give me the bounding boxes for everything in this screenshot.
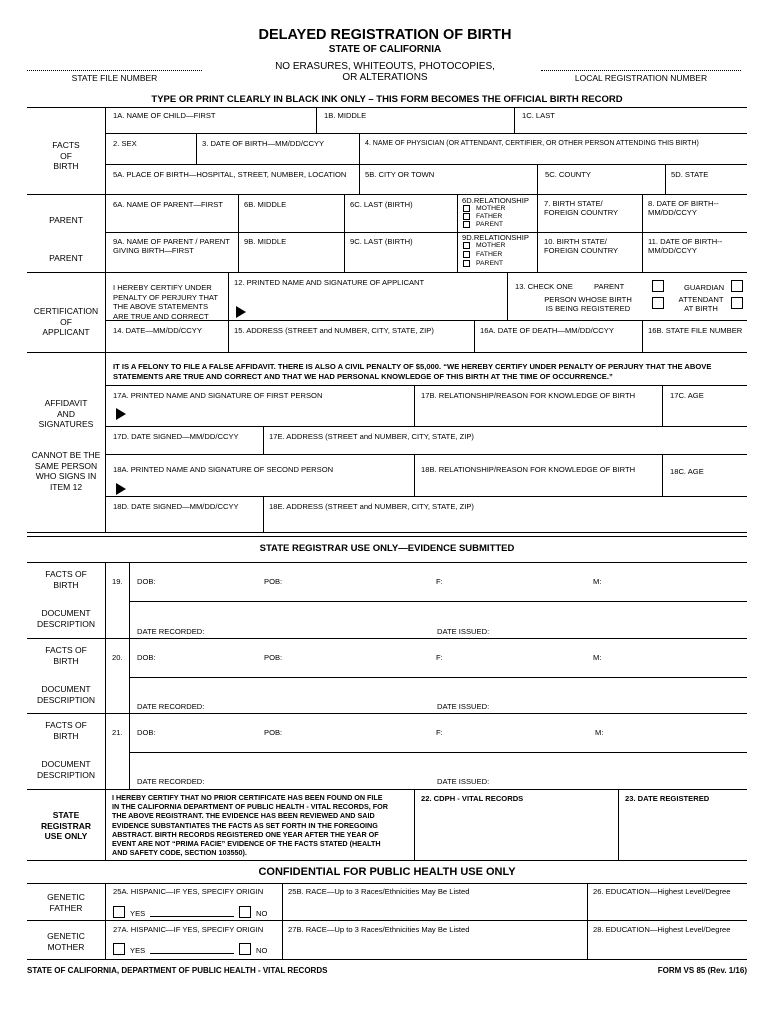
child-middle-name-field[interactable]	[316, 107, 514, 133]
date-issued-label-20: DATE ISSUED:	[437, 702, 490, 711]
state-file-number-label: STATE FILE NUMBER	[71, 73, 158, 83]
parent1-birth-state-field[interactable]	[537, 194, 642, 232]
second-person-signature-field[interactable]	[105, 454, 414, 496]
instructions: TYPE OR PRINT CLEARLY IN BLACK INK ONLY – THIS FORM BECOMES THE OFFICIAL BIRTH RECORD	[151, 94, 623, 105]
evidence-19-document-row[interactable]	[129, 601, 747, 638]
parent1-birth-state-label: 7. BIRTH STATE/ FOREIGN COUNTRY	[544, 199, 619, 218]
facts-of-birth-label-19: FACTS OF BIRTH	[45, 569, 87, 590]
date-issued-label-21: DATE ISSUED:	[437, 777, 490, 786]
pob-label-20: POB:	[264, 653, 283, 662]
evidence-20-facts-row[interactable]	[129, 638, 747, 677]
mother-race-field[interactable]	[282, 920, 587, 959]
first-person-relationship-label: 17B. RELATIONSHIP/REASON FOR KNOWLEDGE OF BIRTH	[421, 391, 636, 400]
dob-label-21: DOB:	[137, 728, 156, 737]
applicant-address-label: 15. ADDRESS (STREET and NUMBER, CITY, STATE, ZIP)	[234, 326, 434, 335]
parent2-father-checkbox[interactable]	[463, 251, 470, 258]
father-hispanic-label: 25A. HISPANIC—IF YES, SPECIFY ORIGIN	[113, 887, 264, 896]
second-person-relationship-label: 18B. RELATIONSHIP/REASON FOR KNOWLEDGE OF BIRTH	[421, 465, 636, 474]
first-person-signature-label: 17A. PRINTED NAME AND SIGNATURE OF FIRST PERSON	[113, 391, 323, 400]
father-yes-label: YES	[130, 909, 146, 918]
father-education-label: 26. EDUCATION—Highest Level/Degree	[593, 887, 731, 896]
date-of-death-label: 16A. DATE OF DEATH—MM/DD/CCYY	[480, 326, 614, 335]
certify-date-field[interactable]	[105, 320, 228, 352]
mother-label-19: M:	[593, 577, 602, 586]
document-description-label-20: DOCUMENT DESCRIPTION	[36, 684, 96, 705]
child-first-name-field[interactable]	[105, 107, 316, 133]
mother-education-field[interactable]	[587, 920, 747, 959]
parent1-father-checkbox[interactable]	[463, 213, 470, 220]
registrar-section-title: STATE REGISTRAR USE ONLY—EVIDENCE SUBMITTED	[259, 543, 515, 554]
parent2-last-name-field[interactable]	[344, 232, 457, 272]
parent2-first-label: 9A. NAME OF PARENT / PARENT GIVING BIRTH—FIRST	[113, 237, 230, 256]
evidence-19-facts-row[interactable]	[129, 562, 747, 601]
second-person-date-field[interactable]	[105, 496, 263, 532]
state-field[interactable]	[665, 164, 747, 194]
confidential-section-title: CONFIDENTIAL FOR PUBLIC HEALTH USE ONLY	[258, 866, 516, 878]
parent-option-label: PARENT	[594, 282, 625, 291]
section-parent-1: PARENT	[49, 215, 83, 225]
state-registrar-use-label: STATE REGISTRAR USE ONLY	[40, 810, 92, 841]
registrar-certify-statement: I HEREBY CERTIFY THAT NO PRIOR CERTIFICATE HAS BEEN FOUND ON FILE IN THE CALIFORNIA DEPARTMENT OF PUBLIC HEALTH - VITAL RECORDS, FOR THE ABOVE REGISTRANT. THE EVIDENCE HAS BEEN REVIEWED AND SAID EVIDENCE SUBSTANTIATES THE FACTS AS SET FORTH IN THE FOREGOING ABSTRACT. BIRTH RECORDS REGISTERED ONE YEAR AFTER THE YEAR OF EVENT ARE NOT “PRIMA FACIE” EVIDENCE OF THE FACTS STATED (HEALTH AND SAFETY CODE, SECTION 103550).	[112, 793, 388, 858]
city-field[interactable]	[359, 164, 537, 194]
parent1-last-label: 6C. LAST (BIRTH)	[350, 200, 413, 209]
father-no-label: NO	[256, 909, 268, 918]
mother-hispanic-no-checkbox[interactable]	[239, 943, 251, 955]
parent1-last-name-field[interactable]	[344, 194, 457, 232]
physician-name-field[interactable]	[359, 133, 747, 164]
second-person-signature-label: 18A. PRINTED NAME AND SIGNATURE OF SECOND PERSON	[113, 465, 334, 474]
mother-no-label: NO	[256, 946, 268, 955]
guardian-option-label: GUARDIAN	[684, 283, 725, 292]
parent2-last-label: 9C. LAST (BIRTH)	[350, 237, 413, 246]
evidence-number-21: 21.	[112, 728, 123, 737]
certify-statement: I HEREBY CERTIFY UNDER PENALTY OF PERJURY THAT THE ABOVE STATEMENTS ARE TRUE AND CORRECT	[113, 283, 219, 321]
second-person-address-label: 18E. ADDRESS (STREET and NUMBER, CITY, STATE, ZIP)	[269, 502, 474, 511]
parent1-mother-label: MOTHER	[476, 205, 506, 212]
child-first-name-label: 1A. NAME OF CHILD—FIRST	[113, 111, 216, 120]
first-person-address-label: 17E. ADDRESS (STREET and NUMBER, CITY, STATE, ZIP)	[269, 432, 474, 441]
parent1-father-label: FATHER	[476, 213, 503, 220]
cdph-vital-records-label: 22. CDPH - VITAL RECORDS	[421, 794, 524, 803]
notice-line-1: NO ERASURES, WHITEOUTS, PHOTOCOPIES,	[275, 61, 495, 72]
parent2-father-label: FATHER	[476, 251, 503, 258]
mother-hispanic-label: 27A. HISPANIC—IF YES, SPECIFY ORIGIN	[113, 925, 264, 934]
parent1-parent-label: PARENT	[476, 221, 504, 228]
person-checkbox[interactable]	[652, 297, 664, 309]
footer-form-number: FORM VS 85 (Rev. 1/16)	[657, 966, 747, 975]
child-last-name-label: 1C. LAST	[522, 111, 555, 120]
date-of-death-field[interactable]	[474, 320, 642, 352]
father-education-field[interactable]	[587, 883, 747, 920]
evidence-number-20: 20.	[112, 653, 123, 662]
document-description-label-19: DOCUMENT DESCRIPTION	[36, 608, 96, 629]
form-subtitle: STATE OF CALIFORNIA	[328, 44, 442, 55]
section-cannot-be-same: CANNOT BE THE SAME PERSON WHO SIGNS IN ITEM 12	[31, 450, 101, 492]
footer-department: STATE OF CALIFORNIA, DEPARTMENT OF PUBLIC HEALTH - VITAL RECORDS	[27, 966, 328, 975]
parent1-dob-label: 8. DATE OF BIRTH-- MM/DD/CCYY	[648, 199, 719, 218]
facts-of-birth-label-21: FACTS OF BIRTH	[45, 720, 87, 741]
parent-checkbox[interactable]	[652, 280, 664, 292]
father-race-label: 25B. RACE—Up to 3 Races/Ethnicities May Be Listed	[288, 887, 470, 896]
parent1-middle-name-field[interactable]	[238, 194, 344, 232]
father-origin-line[interactable]	[150, 916, 234, 917]
local-registration-number-line[interactable]	[541, 70, 741, 71]
parent1-dob-field[interactable]	[642, 194, 747, 232]
parent1-mother-checkbox[interactable]	[463, 205, 470, 212]
father-label-21: F:	[436, 728, 443, 737]
father-race-field[interactable]	[282, 883, 587, 920]
section-facts-of-birth: FACTS OF BIRTH	[52, 140, 80, 171]
dob-label-19: DOB:	[137, 577, 156, 586]
parent1-first-name-field[interactable]	[105, 194, 238, 232]
mother-education-label: 28. EDUCATION—Highest Level/Degree	[593, 925, 731, 934]
father-label-19: F:	[436, 577, 443, 586]
state-file-number-line[interactable]	[27, 70, 202, 71]
second-person-address-field[interactable]	[263, 496, 747, 532]
parent2-mother-checkbox[interactable]	[463, 242, 470, 249]
date-of-birth-label: 3. DATE OF BIRTH—MM/DD/CCYY	[202, 139, 325, 148]
sign-here-arrow-icon	[236, 306, 246, 318]
child-middle-name-label: 1B. MIDDLE	[324, 111, 367, 120]
genetic-mother-label: GENETIC MOTHER	[47, 931, 85, 952]
death-state-file-label: 16B. STATE FILE NUMBER	[648, 326, 743, 335]
mother-yes-label: YES	[130, 946, 146, 955]
section-certification: CERTIFICATION OF APPLICANT	[33, 306, 99, 337]
first-person-age-field[interactable]	[662, 385, 747, 426]
parent2-parent-label: PARENT	[476, 260, 504, 267]
place-of-birth-label: 5A. PLACE OF BIRTH—HOSPITAL, STREET, NUMBER, LOCATION	[113, 170, 347, 179]
first-person-date-field[interactable]	[105, 426, 263, 454]
parent1-relationship-label: 6D.RELATIONSHIP	[462, 196, 529, 205]
date-recorded-label-20: DATE RECORDED:	[137, 702, 205, 711]
date-issued-label-19: DATE ISSUED:	[437, 627, 490, 636]
parent2-dob-field[interactable]	[642, 232, 747, 272]
state-label: 5D. STATE	[671, 170, 709, 179]
form-title: DELAYED REGISTRATION OF BIRTH	[258, 27, 512, 43]
applicant-signature-field[interactable]	[228, 272, 507, 320]
physician-name-label: 4. NAME OF PHYSICIAN (OR ATTENDANT, CERTIFIER, OR OTHER PERSON ATTENDING THIS BIRTH)	[365, 140, 699, 147]
second-person-relationship-field[interactable]	[414, 454, 662, 496]
guardian-checkbox[interactable]	[731, 280, 743, 292]
evidence-number-19: 19.	[112, 577, 123, 586]
father-hispanic-no-checkbox[interactable]	[239, 906, 251, 918]
pob-label-21: POB:	[264, 728, 283, 737]
father-hispanic-yes-checkbox[interactable]	[113, 906, 125, 918]
second-person-date-label: 18D. DATE SIGNED—MM/DD/CCYY	[113, 502, 239, 511]
person-option-label: PERSON WHOSE BIRTH IS BEING REGISTERED	[544, 295, 632, 314]
certify-date-label: 14. DATE—MM/DD/CCYY	[113, 326, 202, 335]
first-person-date-label: 17D. DATE SIGNED—MM/DD/CCYY	[113, 432, 239, 441]
mother-hispanic-yes-checkbox[interactable]	[113, 943, 125, 955]
section-affidavit: AFFIDAVIT AND SIGNATURES	[38, 398, 94, 429]
check-one-label: 13. CHECK ONE	[515, 282, 573, 291]
parent2-first-name-field[interactable]	[105, 232, 238, 272]
parent1-parent-checkbox[interactable]	[463, 221, 470, 228]
date-of-birth-field[interactable]	[196, 133, 359, 164]
mother-label-21: M:	[595, 728, 604, 737]
parent1-first-label: 6A. NAME OF PARENT—FIRST	[113, 200, 223, 209]
parent2-middle-label: 9B. MIDDLE	[244, 237, 287, 246]
second-sign-arrow-icon	[116, 483, 126, 495]
date-recorded-label-19: DATE RECORDED:	[137, 627, 205, 636]
attendant-checkbox[interactable]	[731, 297, 743, 309]
parent2-relationship-label: 9D.RELATIONSHIP	[462, 233, 529, 242]
second-person-age-field[interactable]	[662, 454, 747, 496]
document-description-label-21: DOCUMENT DESCRIPTION	[36, 759, 96, 780]
second-person-age-label: 18C. AGE	[670, 467, 704, 476]
cdph-vital-records-field[interactable]	[414, 789, 618, 860]
parent2-parent-checkbox[interactable]	[463, 260, 470, 267]
applicant-address-field[interactable]	[228, 320, 474, 352]
genetic-father-label: GENETIC FATHER	[47, 892, 85, 913]
dob-label-20: DOB:	[137, 653, 156, 662]
first-sign-arrow-icon	[116, 408, 126, 420]
first-person-signature-field[interactable]	[105, 385, 414, 426]
date-registered-label: 23. DATE REGISTERED	[625, 794, 710, 803]
notice-line-2: OR ALTERATIONS	[342, 72, 428, 83]
mother-origin-line[interactable]	[150, 953, 234, 954]
attendant-option-label: ATTENDANT AT BIRTH	[678, 295, 724, 314]
mother-label-20: M:	[593, 653, 602, 662]
first-person-address-field[interactable]	[263, 426, 747, 454]
mother-race-label: 27B. RACE—Up to 3 Races/Ethnicities May Be Listed	[288, 925, 470, 934]
parent2-dob-label: 11. DATE OF BIRTH-- MM/DD/CCYY	[648, 237, 723, 256]
county-field[interactable]	[537, 164, 665, 194]
applicant-signature-label: 12. PRINTED NAME AND SIGNATURE OF APPLICANT	[234, 278, 425, 287]
section-parent-2: PARENT	[49, 253, 83, 263]
parent1-middle-label: 6B. MIDDLE	[244, 200, 287, 209]
father-label-20: F:	[436, 653, 443, 662]
date-recorded-label-21: DATE RECORDED:	[137, 777, 205, 786]
county-label: 5C. COUNTY	[545, 170, 591, 179]
facts-of-birth-label-20: FACTS OF BIRTH	[45, 645, 87, 666]
date-registered-field[interactable]	[618, 789, 747, 860]
death-state-file-field[interactable]	[642, 320, 747, 352]
parent2-middle-name-field[interactable]	[238, 232, 344, 272]
child-last-name-field[interactable]	[514, 107, 747, 133]
felony-warning: IT IS A FELONY TO FILE A FALSE AFFIDAVIT. THERE IS ALSO A CIVIL PENALTY OF $5,000. “WE HEREBY CERTIFY UNDER PENALTY OF PERJURY THAT THE ABOVE STATEMENTS ARE TRUE AND CORRECT AND THAT WE HAD PERSONAL KNOWLEDGE OF THIS BIRTH AT THE TIME OF OCCURRENCE.”	[113, 362, 712, 381]
city-label: 5B. CITY OR TOWN	[365, 170, 435, 179]
evidence-21-facts-row[interactable]	[129, 713, 747, 752]
pob-label-19: POB:	[264, 577, 283, 586]
evidence-20-document-row[interactable]	[129, 677, 747, 713]
parent2-birth-state-label: 10. BIRTH STATE/ FOREIGN COUNTRY	[544, 237, 619, 256]
local-registration-number-label: LOCAL REGISTRATION NUMBER	[574, 73, 708, 83]
sex-label: 2. SEX	[113, 139, 137, 148]
parent2-mother-label: MOTHER	[476, 242, 506, 249]
sex-field[interactable]	[105, 133, 196, 164]
evidence-21-document-row[interactable]	[129, 752, 747, 789]
parent2-birth-state-field[interactable]	[537, 232, 642, 272]
first-person-relationship-field[interactable]	[414, 385, 662, 426]
place-of-birth-field[interactable]	[105, 164, 359, 194]
first-person-age-label: 17C. AGE	[670, 391, 704, 400]
